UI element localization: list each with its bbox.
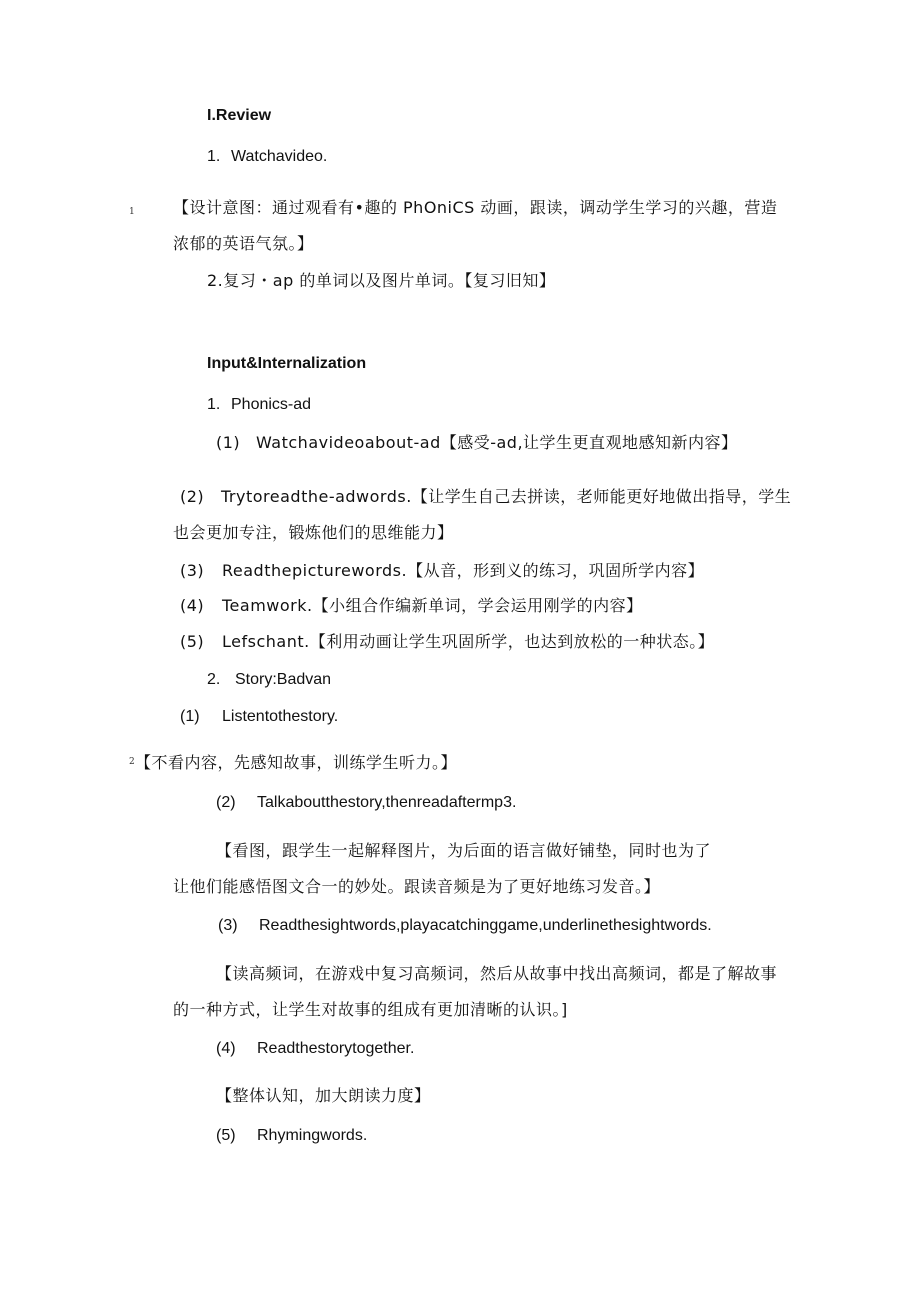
story-step-2 [216,793,516,813]
list-number: 1. [207,148,221,165]
story-step-5 [216,1126,367,1146]
step-number: (1) [216,433,241,452]
design-intent-line-1: 【设计意图：通过观看有•趣的 PhOniCS 动画，跟读，调动学生学习的兴趣，营造 [173,198,778,217]
phonics-step-3 [180,561,704,581]
phonics-heading [207,395,311,415]
phonics-step-5 [180,632,714,652]
phonics-step-4 [180,596,643,616]
story-step-4-note: 【整体认知，加大朗读力度】 [216,1086,431,1105]
phonics-step-5-text: Lefschant.【利用动画让学生巩固所学，也达到放松的一种状态。】 [222,632,715,651]
phonics-step-3-text: Readthepicturewords.【从音，形到义的练习，巩固所学内容】 [222,561,705,580]
phonics-step-4-text: Teamwork.【小组合作编新单词，学会运用刚学的内容】 [222,596,643,615]
step-number: (1) [180,708,200,725]
phonics-step-2-continued: 也会更加专注，锻炼他们的思维能力】 [173,523,454,542]
review-item-2: 2.复习・ap 的单词以及图片单词。【复习旧知】 [207,271,556,290]
story-step-1-note: 【不看内容，先感知故事，训练学生听力。】 [135,753,458,772]
phonics-step-1-text: Watchavideoabout-ad【感受-ad,让学生更直观地感知新内容】 [256,433,738,452]
story-step-3-note-line-1: 【读高频词，在游戏中复习高频词，然后从故事中找出高频词，都是了解故事 [216,964,778,983]
phonics-step-2 [180,487,791,507]
story-step-1 [180,707,338,727]
section-heading-review: I.Review [207,107,272,124]
story-step-1-text: Listentothestory. [222,708,339,725]
phonics-title: Phonics-ad [231,396,312,413]
story-title: Story:Badvan [235,671,332,688]
footnote-marker-1: 1 [129,207,135,217]
story-step-5-text: Rhymingwords. [257,1127,368,1144]
design-intent-line-2: 浓郁的英语气氛。】 [173,234,314,253]
step-number: (2) [216,794,236,811]
step-number: (2) [180,487,205,506]
step-number: (5) [180,632,205,651]
story-step-3-text: Readthesightwords,playacatchinggame,underlinethesightwords. [259,917,712,934]
story-step-2-note-line-2: 让他们能感悟图文合一的妙处。跟读音频是为了更好地练习发音。】 [173,877,661,896]
footnote-marker-2: 2 [129,757,135,767]
review-item-1-text: Watchavideo. [231,148,328,165]
story-step-2-note-line-1: 【看图，跟学生一起解释图片，为后面的语言做好铺垫，同时也为了 [216,841,712,860]
story-step-4-text: Readthestorytogether. [257,1040,415,1057]
phonics-step-2-text: Trytoreadthe-adwords.【让学生自己去拼读，老师能更好地做出指导，学生 [221,487,792,506]
step-number: (3) [180,561,205,580]
story-step-2-text: Talkaboutthestory,thenreadaftermp3. [257,794,517,811]
phonics-step-1 [216,433,738,453]
review-item-1 [207,147,327,167]
step-number: (4) [180,596,205,615]
story-step-3-note-line-2: 的一种方式，让学生对故事的组成有更加清晰的认识。] [173,1000,568,1019]
list-number: 1. [207,396,221,413]
step-number: (3) [218,917,238,934]
story-step-3 [218,916,712,936]
story-heading [207,670,331,690]
section-heading-input: Input&Internalization [207,355,367,372]
story-step-4 [216,1039,414,1059]
step-number: (5) [216,1127,236,1144]
list-number: 2. [207,671,221,688]
step-number: (4) [216,1040,236,1057]
